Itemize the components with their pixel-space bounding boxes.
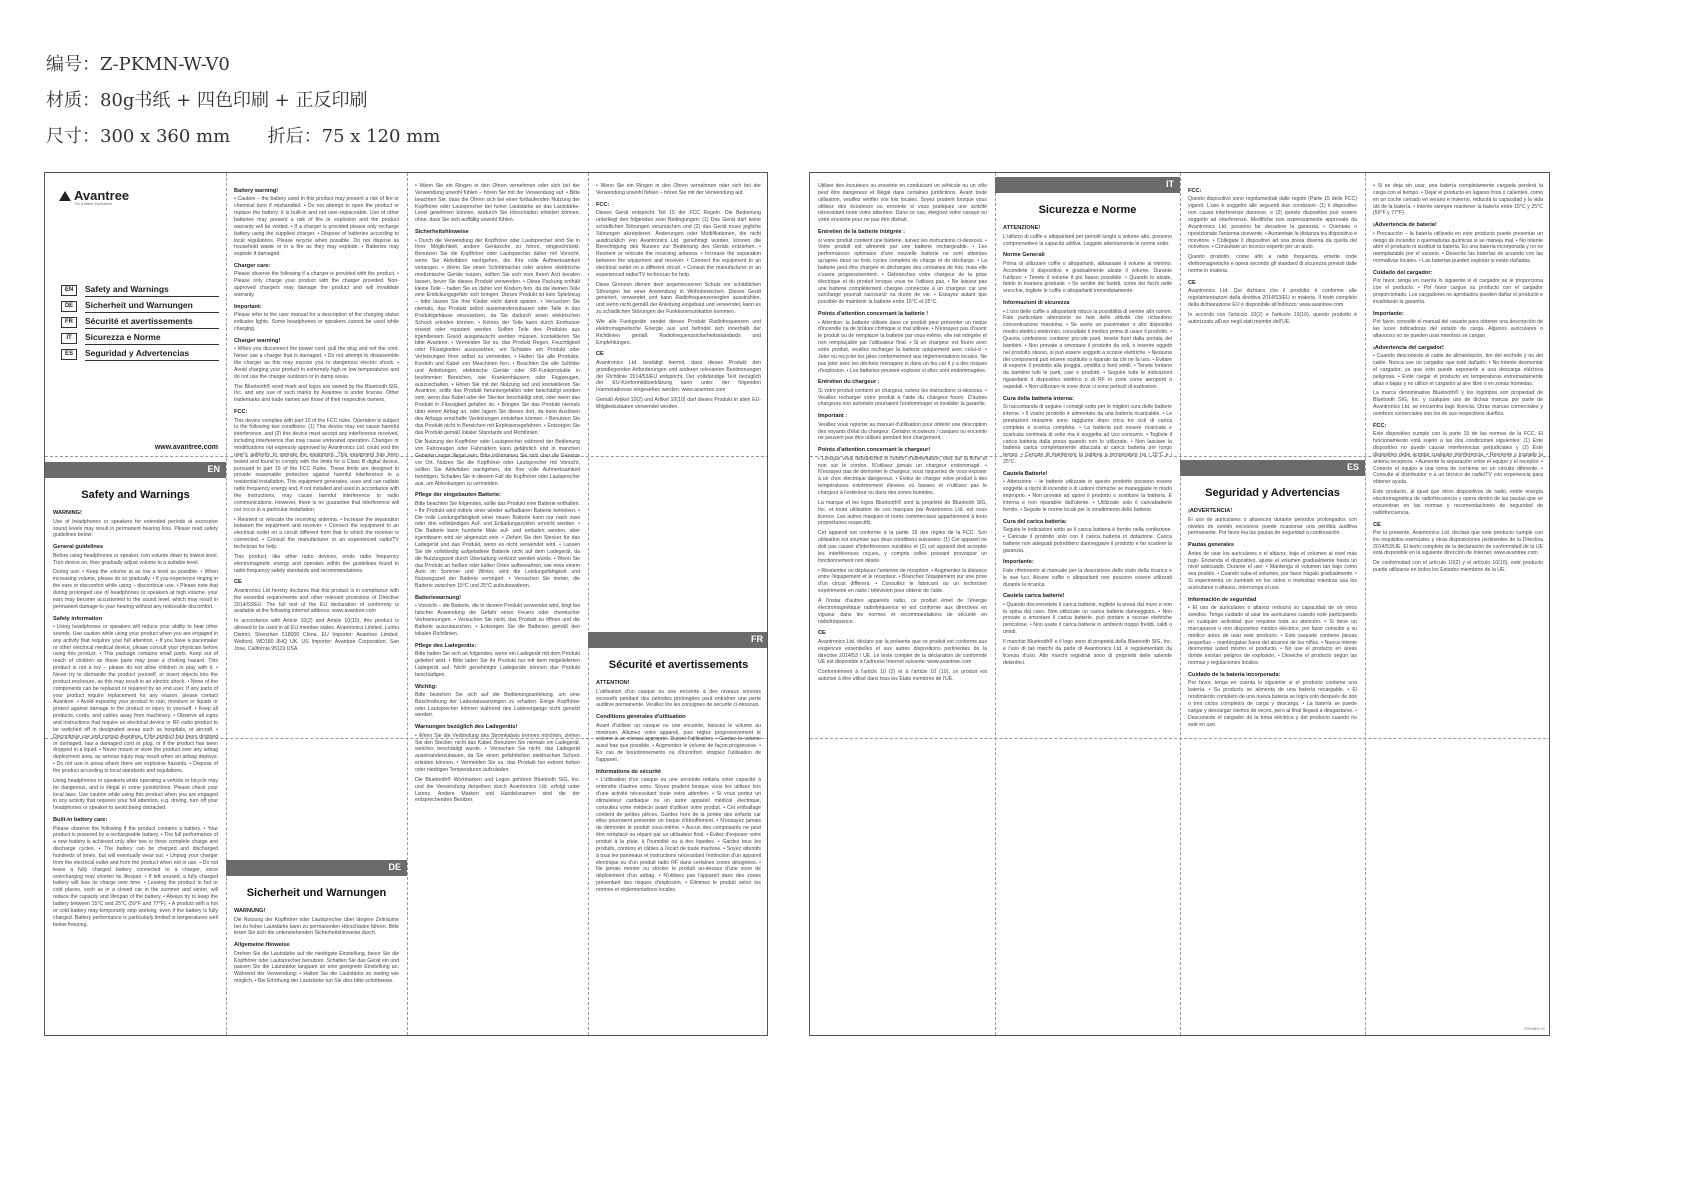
doc-size-folded: 折后：75 x 120 mm (267, 126, 441, 147)
body-text: During use: • Keep the volume at as low a level as possible. • When increasing volume, please do so gradually. • If you experience ringing in the ears or discomfort while using – discontinue use. • Please note that during prolonged use of headphones or speakers at high volume, your ears may become accustomed to the sound level, which may result in permanent damage to your hearing without any noticeable discomfort. (53, 569, 218, 610)
section-heading: FCC: (234, 409, 248, 416)
section-heading: ¡Advertencia de batería! (1373, 222, 1437, 229)
lang-bar-de: DE (226, 860, 407, 876)
body-text: Este dispositivo cumple con la parte 15 de las normas de la FCC. El funcionamiento está sujeto a las dos condiciones siguientes: (1) Este dispositivo no puede causar interferencias perjudiciales y (2) Este dispositivo debe aceptar cualquier interferencia. • Reoriente o traslade la antena receptora. • Aumente la separación entre el equipo y el receptor. • Conecte el equipo a una toma de corriente en un circuito diferente. • Consulte al distribuidor o a un técnico de radio/TV con experiencia para obtener ayuda. (1373, 431, 1543, 486)
section-heading: Conditions générales d'utilisation (596, 714, 686, 721)
body-text: Seguite le indicazioni sotto se il carica batteria è fornito nella confezione. • Caricate il prodotto solo con il carica batteria in dotazione. Carica batterie non adeguati potrebbero danneggiare il prodotto e far scadere la garanzia. (1003, 527, 1172, 554)
body-text: Por favor, consulte el manual del usuario para obtener una descripción de las luces indicadoras del estado de carga. Algunos auriculares o altavoces no se pueden usar mientras se cargan. (1373, 319, 1543, 339)
body-text: • Cuando desconecte el cable de alimentación, tire del enchufe y no del cable. Nunca use un cargador que esté dañado. • No intente desmontar el cargador, ya que esto puede exponerle a una descarga eléctrica peligrosa. • Evite cargar el producto en temperaturas extremadamente altas o bajas y no utilice el cargador al aire libre o en zonas húmedas. (1373, 353, 1543, 387)
language-code-badge: ES (61, 349, 77, 360)
body-text: In accordance with Article 10(2) and Article 10(10), this product is allowed to be used in all EU member states. Avantronics Limited, Luohu District, Shenzhen 518000 China. EU Importer: Avantree Limited, Watford, WD180 8HQ UK. US Importer: Avantree Corporation, San Jose, California 95119 USA (234, 618, 399, 652)
body-text: Si raccomanda di seguire i consigli sotto per le migliori cura delle batterie interne. • Il vostro prodotto è alimentato da una batteria ricaricabile. • Le prestazioni massime sono raggiunte dopo circa tre cicli di carica completa e scarica completa. • La batteria può essere ricaricata e scaricata centinaia di volte ma è soggetta ad uso consumo. • Togliete il carica batteria dalla presa quando non lo utilizzate. • Non lasciare la batteria carica completamente attaccata al carica batteria per lungo tempo. • Cercate di mantenere la batteria a temperature tra i 15°C e i 25°C. (1003, 404, 1172, 466)
language-code-badge: DE (61, 301, 77, 312)
body-text: • Reorient or relocate the receiving antenna. • Increase the separation between the equipment and receiver. • Connect the equipment to an electrical outlet on a circuit different from that to which the receiver is connected. • Consult the manufacturer or an experienced radio/TV technician for help. (234, 516, 399, 550)
section-heading: Wichtig: (415, 683, 438, 690)
website-link: www.avantree.com (154, 444, 218, 451)
body-text: Before using headphones or speaker, turn volume down to lowest level. Turn device on, then gradually adjust volume to a suitable level. (53, 552, 218, 566)
doc-size-unfolded: 尺寸：300 x 360 mm (46, 126, 231, 147)
body-text: This product, like other radio devices, emits radio frequency electromagnetic energy and operates within the guidelines found in radio frequency safety standards and recommendations. (234, 553, 399, 574)
body-text: • Lorsque vous débranchez le cordon d'alimentation, tirez sur la fiche et non sur le cordon. N'utilisez jamais un chargeur endommagé. • N'essayez pas de démonter le chargeur, vous risqueriez de vous exposer à un choc électrique dangereux. • Évitez de charger votre produit à des températures extrêmement élevées ou basses et n'utilisez pas le chargeur à l'extérieur ou dans des zones humides. (818, 455, 987, 496)
section-heading: FCC: (1188, 188, 1202, 194)
language-code-badge: FR (61, 317, 77, 328)
section-heading: Sicherheitshinweise (415, 229, 469, 236)
body-text: • Wenn Sie ein Ringen in den Ohren vernehmen oder sich bei der Verwendung unwohl fühlen – hören Sie mit der Verwendung auf. • Bitte beachten Sie, dass die Ohren sich bei einer fortlaufenden Nutzung der Kopfhörer oder Lautsprecher bei hoher Lautstärke an das Lautstärke-Level gewöhnen können, wodurch Sie Hörschäden erleiden können, ohne, dass Sie sich auffällig unwohl fühlen. (415, 183, 580, 224)
language-title: Sécurité et avertissements (85, 316, 219, 329)
body-text: • Wenn Sie die Verbindung des Stromkabels trennen möchten, ziehen Sie den Stecker, nicht das Kabel. Benutzen Sie niemals ein Ladegerät, welches beschädigt wurde. • Versuchen Sie nicht, das Ladegerät auseinanderzubauen, da Sie einen gefährlichen elektrischen Schock erleiden können. • Vermeiden Sie es, das Produkt bei extrem hohen oder niedrigen Temperaturen aufzuladen. (415, 732, 580, 773)
body-text: • Using headphones or speakers will reduce your ability to hear other sounds. Use caution while using your product when you are engaged in any activity that requires your full attention. • If you have a pacemaker or other electrical medical device, please consult your physician before using this product. • This package contains small parts. Keep out of reach of children as these parts may pose a choking hazard. This product is not a toy – please do not allow children to play with it. • Never try to dismantle the product yourself, or insert objects into the product enclosure, as this may result in an electric shock. • None of the components can be replaced or repaired by an end user. If any parts of your product require replacement for any reason, please contact Avantree. • Avoid exposing your product to rain, moisture or liquids or protect against damage to the product or injury to yourself. • Keep all products, cords, and cables away from machinery. • Observe all signs and instructions that require an electrical device or RF radio product to be switched off in designated areas such as hospitals, or aircraft. • Discontinue use and contact Avantree, if the product has been dropped or damaged, has a damaged cord or plug, or if the product has been dropped in a liquid. • Never mount or store the product over any airbag deployment area, as serious injury may result when an airbag deploys. • Do not use in areas where there are explosive hazards. • Dispose of the product according to local standards and regulations. (53, 623, 218, 775)
brand-logo: Avantree (59, 187, 129, 204)
section-heading: Charger warning! (234, 337, 281, 344)
language-index (61, 283, 219, 363)
body-text: Please refer to the user manual for a description of the charging status indicator lights. Some headphones or speakers cannot be used while charging. (234, 312, 399, 333)
body-text: Il marchio Bluetooth® e il logo sono di proprietà della Bluetooth SIG, Inc. e l'uso di tali marchi da parte di Avantronics Ltd. è regolamentato da licenza d'uso. Altri marchi registrati sono di proprietà delle aziende detentrici. (1003, 639, 1172, 666)
body-text: Veuillez vous reporter au manuel d'utilisation pour obtenir une description des voyants d'état du chargeur. Certains écouteurs / casques ou enceinte ne peuvent pas être utilisés pendant leur chargement. (818, 421, 987, 442)
body-text: Die Nutzung der Kopfhörer oder Lautsprecher während der Bedienung von Fahrzeugen oder Fahrrädern kann gefährlich und in manchen Gebieten sogar illegal sein. Bitte informieren Sie sich über die Gesetze vor Ort. Nutzen Sie die Kopfhörer oder Lautsprecher mit Vorsicht, sollten Sie Aktivitäten nachgehen, die Ihre volle Aufmerksamkeit benötigen. Schalten Sie in diesem Fall die Kopfhörer oder Lautsprecher aus, um Ablenkungen zu vermeiden. (415, 439, 580, 487)
lang-bar-fr: FR (588, 632, 768, 648)
body-text: L'utilizzo di cuffie e altoparlanti per periodi lunghi a volume alto, possono compromettere la capacità uditiva. Leggete attentamente le norme sotto. (1003, 233, 1172, 247)
body-text: La marca denominativa Bluetooth® y los logotipos son propiedad de Bluetooth SIG, Inc. y cualquier uso de dichas marcas por parte de Avantronics Ltd. se encuentra bajo licencia. Otras marcas comerciales y nombres comerciales son los de sus respectivos dueños. (1373, 390, 1543, 417)
body-text: Fate riferimento al manuale per la descrizione dello stato della ricarica e le sue luci. Alcune cuffie o altoparlanti non possono essere utilizzati durante la ricarica. (1003, 567, 1172, 588)
body-text: Bitte beziehen Sie sich auf die Bedienungsanleitung, um eine Beschreibung der Ladestatusanzeigen zu erhalten. Einige Kopfhörer oder Lautsprecher können während des Ladevorgangs nicht genutzt werden. (415, 691, 580, 719)
body-text: Avantronics Ltd. déclare par la présente que ce produit est conforme aux exigences essentielles et aux autres dispositions pertinentes de la directive 2014/53 / UE. Le texte complet de la déclaration de conformité UE est disponible à l'adresse Internet suivante: www.avantree.com (818, 638, 987, 666)
lang-bar-es: ES (1180, 460, 1365, 476)
body-text: Diese Grenzen dienen dem angemessenen Schutz vor schädlichen Störungen bei einer Anwendung in Wohnbereichen. Dieses Gerät generiert, verwendet und kann Radiofrequenzenergien ausstrahlen, und wenn nicht gemäß der Anleitung eingebaut und verwendet, kann es zu schädlichen Störungen der Funkkommunikation kommen. (596, 281, 761, 316)
section-heading: Points d'attention concernant la batterie ! (818, 311, 929, 318)
body-text: Por favor, tenga en cuenta lo siguiente si el cargador se le proporciona con el producto. • Por favor cargue su producto con el cargador proporcionado. Los cargadores no aprobados pueden dañar el producto e invalidarán la garantía. (1373, 278, 1543, 305)
body-text: • L'utilisation d'un casque ou une enceinte réduira votre capacité à entendre d'autres sons. Soyez prudent lorsque vous les utilisez lors d'une activité nécessitant toute votre attention. • Si vous portez un stimulateur cardiaque ou un autre appareil médical électrique, consultez votre médecin avant d'utiliser votre produit. • Cet emballage contient de petites pièces. Gardez hors de la portée des enfants car elles pourraient présenter un risque d'étouffement. • N'essayez jamais de démonter le produit vous-même. • Aucun des composants ne peut être remplacé ou réparé par un utilisateur final. • Évitez d'exposer votre produit à la pluie, à l'humidité ou à des liquides. • Gardez tous les produits, cordons et câbles à l'écart de toute machine. • Soyez attentifs à tous les panneaux et instructions nécessitant l'extinction d'un appareil électrique ou d'un produit radio RF dans certaines zones désignées. • Ne jamais monter ou stocker le produit au-dessus d'une zone de déploiement d'un airbag. • N'utilisez pas l'appareil dans des zones présentant des risques d'explosion. • Éliminez le produit selon les normes et réglementations locales. (596, 777, 761, 893)
section-heading: Cautela Batterie! (1003, 470, 1048, 477)
body-text: • Wenn Sie ein Ringen in den Ohren vernehmen oder sich bei der Verwendung unwohl fühlen – hören Sie mit der Verwendung auf. (596, 183, 761, 196)
body-text: Die Bluetooth® Wortmarken und Logos gehören Bluetooth SIG, Inc. und die Verwendung derselben durch Avantronics Ltd. erfolgt unter Lizenz. Andere Marken und Handelsnamen sind die der entsprechenden Besitzer. (415, 776, 580, 804)
body-text: Por favor, tenga en cuenta lo siguiente si el producto contiene una batería. • Su producto se alimenta de una batería recargable. • El rendimiento completo de una nueva batería se logra solo después de dos o tres ciclos completos de carga y descarga. • La batería se puede cargar y descargar cientos de veces, pero al final llegará a desgastarse. • Desconecte el cargador de la toma eléctrica y del producto cuando no esté en uso. (1188, 680, 1357, 728)
language-title: Seguridad y Advertencias (85, 348, 219, 361)
language-title: Sicurezza e Norme (85, 332, 219, 345)
body-text: El uso de auriculares o altavoces durante periodos prolongados con niveles de sonido excesivos puede ocasionar una pérdida auditiva permanente. Por favor lea las pautas de seguridad a continuación. (1188, 516, 1357, 537)
section-heading: ¡ADVERTENCIA! (1188, 508, 1233, 515)
body-text: • Si se deja sin usar, una batería completamente cargada perderá la carga con el tiempo. • Dejar el producto en lugares fríos o calientes, como en un coche cerrado en verano e invierno, reducirá la capacidad y la vida útil de la batería. • Intente siempre mantener la batería entre 15°C y 25°C (59°F y 77°F). (1373, 183, 1543, 217)
body-text: si votre produit contient une batterie, suivez les instructions ci-dessous. • Votre produit est alimenté par une batterie rechargeable. • Les performances optimales d'une nouvelle batterie ne sont atteintes qu'après deux ou trois cycles complets de charge et de décharge. • La batterie peut être chargée et déchargée des centaines de fois, mais elle s'usera progressivement. • Débranchez votre chargeur de la prise électrique et du produit lorsque vous ne l'utilisez pas. • Ne laissez pas une batterie complètement chargée connectée à un chargeur car une surcharge pourrait raccourcir sa durée de vie. • Essayez autant que possible de maintenir la batterie entre 15°C et 25°C. (818, 237, 987, 306)
section-heading: Warnungen bezüglich des Ladegeräts! (415, 724, 518, 731)
lang-bar-en: EN (45, 462, 226, 478)
de-panel-2 (407, 173, 588, 1035)
language-code-badge: EN (61, 285, 77, 296)
left-sheet (44, 172, 768, 1036)
en-panel (45, 456, 226, 1036)
section-heading: ATTENTION! (596, 680, 630, 687)
body-text: Antes de usar los auriculares o el altavoz, baje el volumen al nivel más bajo. Encienda el dispositivo, ajuste el volumen gradualmente hasta un nivel adecuado. Durante el uso: • Mantenga el volumen tan bajo como sea posible. • Cuando suba el volumen, por favor hágalo gradualmente. • Si experimenta un zumbido en los oídos o molestias mientras usa los auriculares o altavoz, interrumpa el uso. (1188, 550, 1357, 592)
toc-row-it (61, 331, 219, 346)
section-heading: Pflege der eingebauten Batterie: (415, 492, 501, 499)
body-text: Conformément à l'article 10 (2) et à l'article 10 (10), ce produit est autorisé à être utilisé dans tous les États membres de l'UE. (818, 669, 987, 683)
body-text: • El uso de auriculares o altavoz reducirá su capacidad de oír otros sonidos. Tenga cuidado al usar los auriculares cuando esté participando en cualquier actividad que requiera toda su atención. • Si tiene un marcapasos u otro dispositivo médico eléctrico, por favor consulte a su médico antes de usar este producto. • Este paquete contiene piezas pequeñas – manténgalas fuera del alcance de los niños. • Nunca intente desmontar usted mismo el producto. • No use el producto en áreas donde existan peligros de explosión. • Deseche el producto según las normas y regulaciones locales. (1188, 605, 1357, 667)
en-panel-2 (226, 173, 407, 738)
es-title: Seguridad y Advertencias (1205, 486, 1340, 499)
body-text: Please observe the following if the product contains a battery. • Your product is powered by a rechargeable battery. • The full performance of a new battery is achieved only after two or three complete charge and discharge cycles. • The battery can be charged and discharged hundreds of times, but will eventually wear out. • Unplug your charger from the electrical outlet and from the product when not in use. • Do not leave a fully charged battery connected to a charger, since overcharging may shorten its lifespan. • If left unused, a fully charged battery will lose its charge over time. • Leaving the product in hot or cold places, such as in a closed car in the summer and winter, will reduce the capacity and lifespan of the battery. • Always try to keep the battery between 15°C and 25°C (59°F and 77°F). • A product with a hot or cold battery may temporarily stop working, even if the battery is fully charged. Battery performance is particularly limited in temperatures well below freezing. (53, 825, 218, 928)
body-text: Bitte halten Sie sich an folgendes, wenn ein Ladegerät mit dem Produkt geliefert wird. • Bitte laden Sie Ihr Produkt nur mit dem mitgelieferten Ladegerät auf. Nicht genehmigte Ladegeräte können das Produkt beschädigen. (415, 651, 580, 678)
section-heading: FCC: (1373, 422, 1387, 429)
section-heading: Pflege des Ladegeräts: (415, 642, 477, 649)
section-heading: CE (1373, 521, 1381, 528)
section-heading: CE (596, 351, 604, 358)
body-text: • Durch die Verwendung der Kopfhörer oder Lautsprecher sind Sie in Ihrer Möglichkeit, andere Geräusche zu hören, eingeschränkt. Benutzen Sie die Kopfhörer oder Lautsprecher daher mit Vorsicht, wenn Sie Aktivitäten nachgehen, die Ihre volle Aufmerksamkeit verlangen. • Wenn Sie einen Schrittmacher oder andere elektrische medizinische Geräte nutzen, sollten Sie sich vom Ihrem Arzt beraten lassen, bevor Sie dieses Produkt verwenden. • Diese Packung enthält kleine Teile – halten Sie es daher von Kindern fern, da die kleinen Teile eine Erstickungsgefahr sich bringen. Dieses Produkt ist kein Spielzeug – bitte lassen Sie Ihre Kinder nicht damit spielen. • Versuchen Sie niemals, das Produkt selbst auseinanderzubauen oder Teile in das Produktgehäuse einzusetzen, da Sie dadurch einen elektrischen Schock erleiden können. • Keines der Teile kann durch Endnutzer ersetzt oder repariert werden. Sollten Teile des Produkts aus irgendeinem Grund ausgetauscht werden müssen, kontaktieren Sie bitte Avantree. • Vermeiden Sie es, das Produkt Regen, Feuchtigkeit oder Flüssigkeiten auszusetzen, um Schäden am Produkt oder Verletzungen Ihrer selbst zu vermeiden. • Halten Sie alle Produkte, Kordeln und Kabel von Maschinen fern. • Beachten Sie alle Schilder und Anleitungen, elektrische Geräte oder RF-Funkprodukte in bestimmten Bereichen, wie Krankenhäusern oder Flugzeugen, auszuschalten. • Hören Sie mit der Nutzung auf und kontaktieren Sie Avantree, sollte das Produkt heruntergefallen oder beschädigt worden sein, wenn das Kabel oder der Stecker beschädigt sind, oder wenn das Produkt in Flüssigkeit gefallen ist. • Bringen Sie das Produkt niemals über einem Airbag an, oder lagern Sie dieses dort, da beim Auslösen des Airbags ernsthafte Verletzungen entstehen können. • Benutzen Sie das Produkt nicht in Bereichen mit Explosionsgefahren. • Entsorgen Sie das Produkt gemäß lokaler Standards und Richtlinien. (415, 237, 580, 436)
section-heading: Cuidado de la batería incorporada: (1188, 671, 1281, 678)
tagline: For a Better Experience (75, 202, 112, 206)
de-panel-3 (588, 173, 768, 628)
body-text: Using headphones or speakers while operating a vehicle or bicycle may be dangerous, and is illegal in some jurisdictions. Please check your local laws. Use caution while using this product when you are engaged in any activity that requires your full attention, e.g. driving, turn off your headphones or speaker to avoid being distracted. (53, 777, 218, 812)
section-heading: Points d'attention concernant le chargeur! (818, 447, 931, 454)
section-heading: Safety information (53, 615, 103, 622)
section-heading: CE (1188, 279, 1196, 286)
section-heading: Pautas generales (1188, 542, 1235, 549)
section-heading: Cura del carica batteria: (1003, 518, 1067, 525)
cover-panel (45, 173, 226, 456)
body-text: Este producto, al igual que otros dispositivos de radio, emite energía electromagnética de radiofrecuencia y opera dentro de las pautas que se encuentran en las normas y recomendaciones de seguridad de radiofrecuencia. (1373, 489, 1543, 516)
lang-bar-it: IT (995, 177, 1180, 193)
body-text: In accordo con l'articolo 10(2) e l'articolo 10(10), questo prodotto è autorizzato all'uso negli stati membri dell'UE. (1188, 311, 1357, 325)
right-sheet (809, 172, 1550, 1036)
section-heading: Important : (818, 413, 848, 420)
toc-row-es (61, 347, 219, 362)
section-heading: WARNUNG! (234, 908, 266, 915)
section-heading: FCC: (596, 201, 610, 208)
body-text: Avant d'utiliser un casque ou une enceinte, baissez le volume au minimum. Allumez votre appareil, puis réglez progressivement le volume à un niveau approprié. Durant l'utilisation: • Gardez le volume aussi bas que possible. • Augmentez le volume de façon progressive. • En cas de bourdonnements ou d'inconfort, stoppez l'utilisation de l'appareil. (596, 722, 761, 764)
body-text: Avantronics Ltd hereby declares that this product is in compliance with the essential requirements and other relevant provisions of Directive 2014/53/EU. The full text of the EU declaration of conformity is available at the following internet address: www.avantree.com (234, 587, 399, 615)
body-text: Questo dispositivo sono regolamentati dalle regole (Parte 15 delle FCC) vigenti. L'uso è soggetto alle seguenti due condizioni: (1) il dispositivo non causa interferenze dannose, e (2) questo dispositivo può essere soggetto ad interferenze. Modifiche non espressamente approvate da Avantronics Ltd. possono far decadere la garanzia. • Orientate o riposizionate l'antenna ricevente. • Aumentate la distanza tra dispositivo e ricevitore. • Collegate il dispositivo ad una presa diversa da quella del ricevitore. • Consultate un tecnico esperto per un aiuto. (1188, 196, 1357, 251)
body-text: Gemäß Artikel 10(2) und Artikel 10(10) darf dieses Produkt in allen EU-Mitgliedsstaaten verwendet werden. (596, 397, 761, 410)
section-heading: Charger care: (234, 263, 271, 270)
section-heading: Cuidado del cargador: (1373, 269, 1433, 276)
body-text: Prima di utilizzare cuffie o altoparlanti, abbassate il volume al minimo. Accendete il dispositivo e gradualmente alzate il volume. Durante l'utilizzo: • Tenete il volume il più basso possibile. • Quando lo alzate, fatelo in maniera graduale. • Se sentite dei fastidi, come dei fischi nelle orecchie, togliete le cuffie o altoparlanti immediatamente. (1003, 260, 1172, 295)
body-text: • Réorientez ou déplacez l'antenne de réception. • Augmentez la distance entre l'équipement et le récepteur. • Branchez l'équipement sur une prise d'un circuit différent. • Consultez le fabricant ou un technicien expérimenté en radio / télévision pour obtenir de l'aide. (818, 567, 987, 595)
it-panel-2 (1180, 173, 1365, 456)
body-text: Si votre produit contient un chargeur, suivez les instructions ci-dessous. • Veuillez recharger votre produit à l'aide du chargeur fourni. D'autres chargeurs non autorisés pourraient l'endommager et invalider la garantie. (818, 387, 987, 408)
body-text: Drehen Sie die Lautstärke auf die niedrigste Einstellung, bevor Sie die Kopfhörer oder Lautsprecher benutzen. Schalten Sie das Gerät ein und passen Sie die Lautstärke langsam an eine geeignete Einstellung an. Während der Verwendung: • Halten Sie die Lautstärke so niedrig wie möglich. • Bei Erhöhung der Lautstärke tun Sie dies bitte schrittweise. (234, 950, 399, 985)
body-text: Por la presente, Avantronics Ltd. declara que este producto cumple con los requisitos esenciales y otras disposiciones pertinentes de la Directiva 2014/53/UE. El texto completo de la declaración de conformidad de la UE está disponible en la siguiente dirección de Internet: www.avantree.com (1373, 529, 1543, 557)
toc-row-fr (61, 315, 219, 330)
section-heading: Informazioni di sicurezza (1003, 300, 1070, 307)
es-panel (1180, 456, 1365, 1036)
body-text: The Bluetooth® word mark and logos are owned by the Bluetooth SIG, Inc. and any use of such marks by Avantree is under license. Other trademarks and trade names are those of their respective owners. (234, 383, 399, 404)
toc-row-de (61, 299, 219, 314)
body-text: Questo prodotto, come altri a radio frequenza, emette onde elettromagnetiche e opera secondo gli standard di sicurezza previsti dalle norme in materia. (1188, 254, 1357, 274)
en-title: Safety and Warnings (81, 488, 190, 501)
body-text: L'utilisation d'un casque ou une enceinte à des niveaux sonores excessifs pendant des périodes prolongées peut entraîner une perte auditive permanente. Veuillez lire les consignes de sécurité ci-dessous. (596, 688, 761, 709)
body-text: Dieses Gerät entspricht Teil 15 der FCC Regeln. Die Bedienung unterliegt den folgenden zwei Bedingungen: (1) Das Gerät darf keine schädlichen Störungen verursachen und (2) das Gerät muss jegliche Störungen akzeptieren. Änderungen oder Modifikationen, die nicht ausdrücklich von Avantronics Ltd. genehmigt wurden, können die Berechtigung des Nutzers zur Bedienung des Geräts entziehen. • Reorient or relocate the receiving antenna. • Increase the separation between the equipment and receiver. • Connect the equipment to an electrical outlet on a different circuit. • Consult the manufacturer or an experienced radio/TV technician for help. (596, 210, 761, 278)
fr-title: Sécurité et avertissements (608, 658, 749, 671)
section-heading: Importante: (1373, 310, 1404, 317)
doc-material: 材质：80g书纸 + 四色印刷 + 正反印刷 (46, 90, 368, 111)
section-heading: Importante: (1003, 559, 1034, 566)
it-panel (995, 173, 1180, 1035)
section-heading: Built-in battery care: (53, 817, 108, 824)
body-text: Cet appareil est conforme à la partie 15 des règles de la FCC. Son utilisation est soumise aux deux conditions suivantes: (1) Cet appareil ne doit pas causer d'interférences nuisibles et (2) cet appareil doit accepter les interférences reçues, y compris celles pouvant provoquer un fonctionnement non désiré. (818, 530, 987, 564)
section-heading: Important: (234, 303, 262, 310)
body-text: • Attention: la batterie utilisée dans ce produit peut présenter un risque d'incendie ou de brûlure chimique si mal utilisée. • N'essayez pas d'ouvrir le produit ou de remplacer la batterie par vous-même, elle est intégrée et non remplaçable par l'utilisateur final. • Si un chargeur est fourni avec votre produit, veuillez recharger la batterie uniquement avec celui-ci. • Jeter ou recycler les piles conformément aux réglementations locales. Ne pas jeter avec les déchets ménagers ni dans un feu car il y a des risques d'explosion. • Les batteries peuvent exploser si elles sont endommagées. (818, 319, 987, 374)
language-code-badge: IT (61, 333, 77, 344)
body-text: Bitte beachten Sie folgendes, sollte das Produkt eine Batterie enthalten. • Ihr Produkt wird mittels einer wieder aufladbaren Batterie betrieben. • Die volle Leistungsfähigkeit einer neuen Batterie kann nur nach zwei oder drei vollständigen Auf- und Entladungszyklen erreicht werden. • Die Batterie kann hunderte Male auf- und entladen werden, aber irgendwann wird sie abgenutzt sein. • Ziehen Sie den Stecker für das Ladegerät und das Produkt, wenn es nicht verwendet wird. • Lassen Sie die vollständig aufgeladene Batterie nicht auf dem Ladegerät, da die Nutzungszeit durch Überladung verkürzt werden würde. • Wenn Sie das Produkt an heißen oder kalten Orten aufbewahren, wie etwa einem Auto im Sommer und Winter, wird die Leistungsfähigkeit und Nutzungszeit der Batterie verringert. • Versuchen Sie immer, die Batterie zwischen 15°C und 25°C aufzubewahren. (415, 500, 580, 590)
section-heading: ¡Advertencia del cargador! (1373, 344, 1444, 351)
section-heading: Cura della batteria interna: (1003, 395, 1074, 402)
section-heading: Información de seguridad (1188, 596, 1257, 603)
body-text: Please observe the following if a charger is provided with the product. • Please only charge your product with the charger provided. Non-approved chargers may damage the product and will invalidate warranty. (234, 271, 399, 299)
body-text: • When you disconnect the power cord, pull the plug and not the cord. Never use a charger that is damaged. • Do not attempt to disassemble the charger as this may expose you to dangerous electric shock. • Avoid charging your product in extremely high or low temperatures and do not use the charger outdoors or in damp areas. (234, 346, 399, 380)
language-title: Safety and Warnings (85, 284, 219, 297)
avantree-logo-icon (59, 191, 71, 201)
body-text: • L'uso delle cuffie o altoparlanti riduce la possibilità di sentire altri rumori. Fate particolare attenzione se fate delle attività che richiedono concentrazione massima. • Se avete un pacemaker o altri dispositivi medici elettrici elettronici, consultate il medico prima di usare il prodotto. • Questa confezione contiene piccole parti, tenete fuori dalla portata dei bambini. • Non provate a smontare il prodotto da soli, o inserire oggetti nel prodotto stesso, si può essere soggetti a scosse elettriche. • Nessuna dei componenti può essere sostituito o riparato da chi ne fa uso. • Evitare di esporre il prodotto alla pioggia, umidità o fonti simili. • Tenete lontano da bambini tutti le parti, cavi e prodotti. • Seguire tutte le indicazioni riguardanti il dispositivo elettrico o di RF in zone come aeroporti o ospedali. • Non utilizzare in zone dove ci sono pericoli di esplosioni. (1003, 308, 1172, 390)
section-heading: General guidelines (53, 544, 104, 551)
body-text: Avantronics Ltd. bestätigt hiermit, dass dieses Produkt den grundlegenden Anforderungen und anderen relevanten Bestimmungen der Richtlinie 2014/53/EU entspricht. Der vollständige Text bezüglich der EU-Konformitätserklärung kann unter der folgenden Internetadresse eingesehen werden: www.avantree.com (596, 359, 761, 394)
doc-size (46, 122, 440, 148)
body-text: Die Nutzung der Kopfhörer oder Lautsprecher über längere Zeiträume bei zu hoher Lautstärke kann zu permanenten Hörschäden führen. Bitte lesen Sie sich die untenstehenden Sicherheitshinweise durch. (234, 916, 399, 937)
body-text: La marque et les logos Bluetooth® sont la propriété de Bluetooth SIG, Inc. et toute utilisation de ces marques par Avantronics Ltd. est sous licence. Les autres marques et noms commerciaux appartiennent à leurs propriétaires respectifs. (818, 499, 987, 527)
body-text: • Quando disconnettete il carica batterie, togliete la presa dal muro e non la spina dal cavo. Non utilizzate un carica batterie danneggiato. • Non provate a smontare il carica batterie, può portare a scosse elettriche pericolose. • Non usate il carica batterie in ambienti troppo freddi, caldi o umidi. (1003, 601, 1172, 636)
section-heading: ATTENZIONE! (1003, 225, 1041, 232)
section-heading: Batteriewarnung! (415, 595, 461, 602)
section-heading: Informations de sécurité (596, 768, 661, 775)
body-text: • Vorsicht – die Batterie, die in diesem Produkt verwendet wird, birgt bei falscher Anwendung die Gefahr eines Feuers oder chemischer Verbrennungen. • Versuchen Sie nicht, das Produkt zu öffnen und die Batterie auszutauschen. • Entsorgen Sie die Batterien gemäß den lokalen Richtlinien. (415, 603, 580, 637)
it-title: Sicurezza e Norme (1038, 203, 1137, 216)
body-text: • Precaución – la batería utilizada en este producto puede presentar un riesgo de incendio o quemaduras químicas si se maneja mal. • No intente abrir el producto ni sustituir la batería. Es una batería incorporada y no es reemplazable por el usuario. • Deseche las baterías de acuerdo con las normativas locales. • Las baterías pueden explotar si están dañadas. (1373, 230, 1543, 265)
body-text: Wie alle Funkgeräte sendet dieses Produkt Radiofrequenzen und elektromagnetische Energie aus und befindet sich innerhalb der Richtlinien gemäß Radiofrequenzsicherheitsstandards und Empfehlungen. (596, 318, 761, 346)
body-text: Use of headphones or speakers for extended periods at excessive sound levels may result in permanent hearing loss. Please read safety guidelines below: (53, 518, 218, 539)
section-heading: CE (234, 579, 242, 586)
language-title: Sicherheit und Warnungen (85, 300, 219, 313)
section-heading: CE (818, 630, 826, 637)
body-text: À l'instar d'autres appareils radio, ce produit émet de l'énergie électromagnétique radiofréquence et est conforme aux directives en vigueur dans les normes et recommandations de sécurité en radiofréquence. (818, 597, 987, 625)
section-heading: Entretien du chargeur : (818, 379, 880, 386)
section-heading: Battery warning! (234, 188, 279, 194)
body-text: Avantronics Ltd. Qui dichiara che il prodotto è conforme alle regolamentazioni della direttiva 2014/53/EU in materia. Il testo completo della dichiarazione EU è disponibile all'indirizzo: www.avantree.com (1188, 288, 1357, 308)
toc-row-en (61, 283, 219, 298)
body-text: • Attenzione – le batterie utilizzate in questo prodotto possono essere soggette a rischi di incendio o di ustioni chimiche se maneggiate in modo improprio. • Non provate ad aprire il prodotto o sostituire la batteria. È interna e non riparabile dall'utente. • Utilizzate solo il caricabatterie fornito. • Seguite le norme locali per lo smaltimento delle batterie. (1003, 479, 1172, 513)
body-text: Utiliser des écouteurs ou enceinte en conduisant un véhicule ou un vélo peut être dangereux et illégal dans certaines juridictions. Avant toute utilisation, veuillez vérifier vos lois locales. Soyez prudent lorsque vous utilisez des écouteurs ou enceinte si vous pratiquez une activité nécessitant toute votre attention. Dans ce cas, éteignez votre casque ou votre enceinte pour ne pas être distrait. (818, 183, 987, 224)
body-text: De conformidad con el artículo 10(2) y el artículo 10(10), este producto puede utilizarse en todos los Estados miembros de la UE. (1373, 560, 1543, 574)
fr-panel (588, 628, 768, 1036)
section-heading: Entretien de la batterie intégrée : (818, 229, 906, 236)
fr-panel-2 (810, 173, 995, 1035)
de-panel (226, 856, 407, 1036)
print-code: ZPKMNW-V0 (1524, 1027, 1545, 1031)
doc-code: 编号：Z-PKMN-W-V0 (46, 54, 230, 75)
es-panel-2 (1365, 173, 1550, 1035)
body-text: • Caution – the battery used in this product may present a risk of fire or chemical burn if mishandled. • Do not attempt to open the product or replace the battery. It is built-in and not user-replaceable. Use of other batteries may present a risk of fire or explosion and the product warranty will be voided. • If a charger is provided please only recharge battery using the supplied charger. • Dispose of batteries according to local regulations. Please recycle when possible. Do not dispose as household waste or in a fire as they may explode. • Batteries may explode if damaged. (234, 196, 399, 258)
section-heading: Cautela carica batterie! (1003, 593, 1065, 600)
section-heading: Allgemeine Hinweise (234, 942, 290, 949)
section-heading: WARNING! (53, 510, 82, 517)
body-text: This device complies with part 15 of the FCC rules. Operation is subject to the following two conditions: (1) This device may not cause harmful interference, and (2) this device must accept any interference received, including interference that may cause undesired operation. Changes or modifications not expressly approved by Avantronics Ltd. could void the user's authority to operate the equipment. This equipment has been tested and found to comply with the limits for a Class B digital device, pursuant to part 15 of the FCC Rules. These limits are designed to provide reasonable protection against harmful interference in a residential installation. This equipment generates, uses and can radiate radio frequency energy and, if not installed and used in accordance with the instructions, may cause harmful interference to radio communications. However, there is no guarantee that interference will not occur in a particular installation. (234, 417, 399, 513)
de-title: Sicherheit und Warnungen (246, 886, 387, 899)
section-heading: Norme Generali (1003, 252, 1045, 259)
